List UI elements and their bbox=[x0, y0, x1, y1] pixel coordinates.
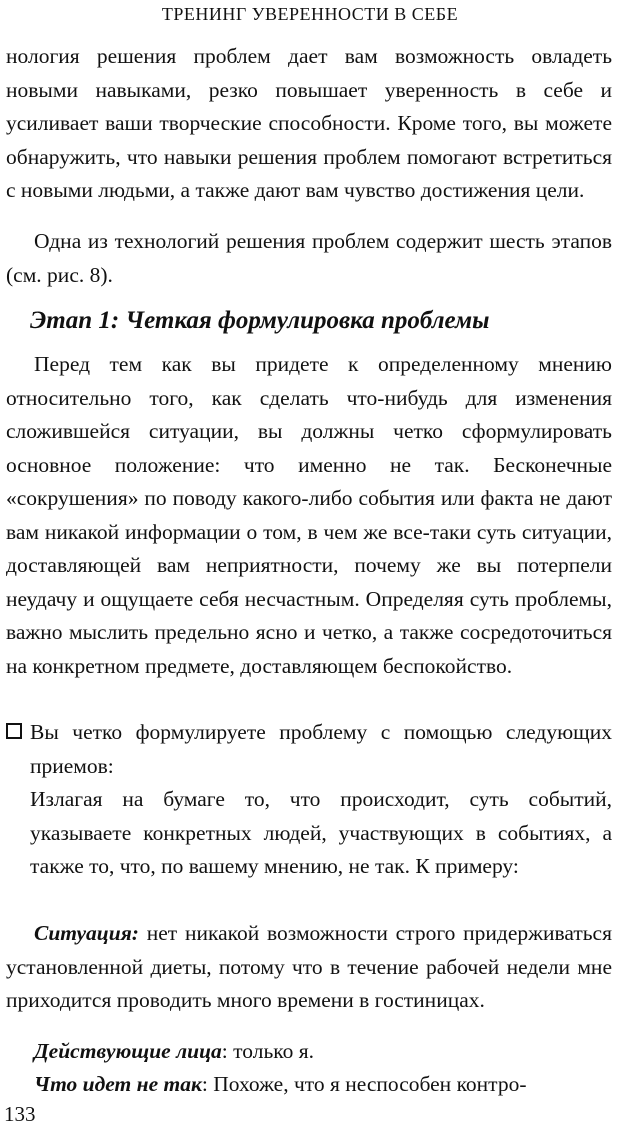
situation-text: нет никакой возможности строго придерживаться установленной диеты, потому что в течение рабочей недели мне приходится проводить много времени в гостиницах. bbox=[6, 921, 612, 1012]
bullet-body: Излагая на бумаге то, что происходит, суть событий, указываете конкретных людей, участвующих в событиях, а также то, что, по вашему мнению, не так. К примеру: bbox=[30, 787, 612, 878]
paragraph-3: Перед тем как вы придете к определенному мнению относительно того, как сделать что-нибудь для изменения сложившейся ситуации, вы должны четко сформулировать основное положение: что именно не так. Бесконечные «сокрушения» по поводу какого-либо события или факта не дают вам никакой информации о том, в чем же все-таки суть ситуации, доставляющей вам неприятности, почему же вы потерпели неудачу и ощущаете себя несчастным. Определяя суть проблемы, важно мыслить предельно ясно и четко, а также сосредоточиться на конкретном предмете, доставляющем беспокойство. bbox=[6, 352, 612, 678]
section-heading: Этап 1: Четкая формулировка проблемы bbox=[30, 307, 490, 334]
wrong-text: : Похоже, что я неспособен контро- bbox=[201, 1072, 527, 1096]
example-wrong bbox=[6, 1068, 612, 1102]
running-head: ТРЕНИНГ УВЕРЕННОСТИ В СЕБЕ bbox=[161, 4, 459, 24]
example-situation bbox=[6, 917, 612, 1018]
page-number: 133 bbox=[4, 1102, 36, 1126]
paragraph-2: Одна из технологий решения проблем содержит шесть этапов (см. рис. 8). bbox=[6, 229, 612, 287]
example-actors bbox=[6, 1035, 612, 1069]
situation-label: Ситуация: bbox=[34, 921, 139, 945]
bullet-intro: Вы четко формулируете проблему с помощью следующих приемов: bbox=[30, 720, 612, 778]
paragraph-1: нология решения проблем дает вам возможность овладеть новыми навыками, резко повышает уверенность в себе и усиливает ваши творческие способности. Кроме того, вы можете обнаружить, что навыки решения проблем помогают встретиться с новыми людьми, а также дают вам чувство достижения цели. bbox=[6, 44, 612, 202]
wrong-label: Что идет не так bbox=[34, 1072, 202, 1096]
checkbox-bullet-icon bbox=[6, 723, 22, 739]
actors-text: : только я. bbox=[221, 1039, 314, 1063]
actors-label: Действующие лица bbox=[34, 1039, 222, 1063]
